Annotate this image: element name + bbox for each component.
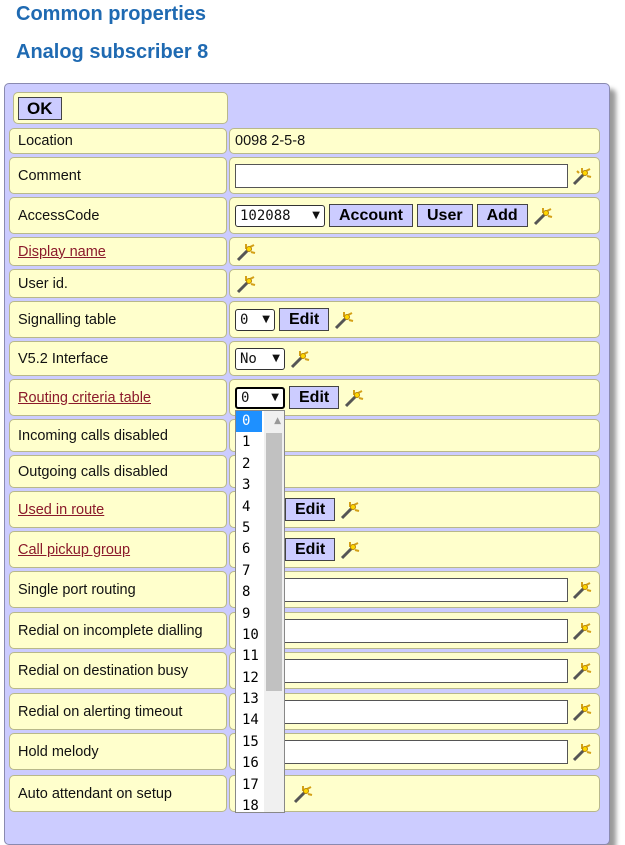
auto-attendant-label: Auto attendant on setup <box>18 785 172 802</box>
scrollbar-thumb[interactable] <box>266 433 282 691</box>
location-label: Location <box>18 133 73 149</box>
redial-incomplete-label-cell <box>9 612 227 649</box>
used-in-route-link[interactable]: Used in route <box>18 501 105 518</box>
call-pickup-label-cell <box>9 531 227 568</box>
v52-select[interactable] <box>235 348 285 370</box>
routing-label-cell <box>9 379 227 416</box>
comment-label-cell <box>9 157 227 194</box>
chevron-down-icon: ▼ <box>271 392 279 403</box>
outgoing-label: Outgoing calls disabled <box>18 463 168 480</box>
used-in-route-edit-button[interactable]: Edit <box>285 498 335 521</box>
comment-value-cell <box>229 157 600 194</box>
magic-wand-icon[interactable] <box>571 701 593 723</box>
scroll-up-icon[interactable]: ▲ <box>274 416 281 426</box>
dropdown-option[interactable]: 14 <box>242 712 259 729</box>
redial-alerting-label: Redial on alerting timeout <box>18 703 183 720</box>
chevron-down-icon: ▼ <box>262 314 270 325</box>
accesscode-value-cell <box>229 197 600 234</box>
user-id-value-cell <box>229 269 600 298</box>
call-pickup-link[interactable]: Call pickup group <box>18 541 131 558</box>
v52-selected: No <box>240 350 257 367</box>
incoming-label-cell <box>9 419 227 452</box>
comment-input[interactable] <box>235 164 568 188</box>
v52-value-cell <box>229 341 600 376</box>
single-port-label: Single port routing <box>18 581 136 598</box>
dropdown-option[interactable]: 17 <box>242 776 259 793</box>
account-button[interactable]: Account <box>329 204 413 227</box>
display-name-link[interactable]: Display name <box>18 243 106 260</box>
routing-link[interactable]: Routing criteria table <box>18 389 151 406</box>
dropdown-option[interactable]: 16 <box>242 755 259 772</box>
dropdown-option[interactable]: 10 <box>242 626 259 643</box>
magic-wand-icon[interactable] <box>235 273 257 295</box>
user-id-label: User id. <box>18 275 68 292</box>
accesscode-label-cell <box>9 197 227 234</box>
redial-busy-label-cell <box>9 652 227 689</box>
magic-wand-icon[interactable] <box>571 620 593 642</box>
magic-wand-icon[interactable] <box>292 783 314 805</box>
signalling-edit-button[interactable]: Edit <box>279 308 329 331</box>
hold-melody-label: Hold melody <box>18 743 99 760</box>
signalling-value-cell <box>229 301 600 338</box>
dropdown-option[interactable]: 3 <box>242 477 251 494</box>
magic-wand-icon[interactable] <box>343 387 365 409</box>
dropdown-option[interactable]: 18 <box>242 798 259 813</box>
dropdown-option[interactable]: 4 <box>242 498 251 515</box>
magic-wand-icon[interactable] <box>235 241 257 263</box>
magic-wand-icon[interactable] <box>571 579 593 601</box>
signalling-label: Signalling table <box>18 311 117 328</box>
dropdown-option[interactable]: 5 <box>242 519 251 536</box>
location-value-cell <box>229 128 600 154</box>
comment-label: Comment <box>18 167 81 184</box>
accesscode-label: AccessCode <box>18 207 100 224</box>
dropdown-option[interactable]: 0 <box>236 411 262 432</box>
dropdown-option[interactable]: 9 <box>242 605 251 622</box>
dropdown-option[interactable]: 15 <box>242 733 259 750</box>
incoming-label: Incoming calls disabled <box>18 427 168 444</box>
magic-wand-icon[interactable] <box>571 741 593 763</box>
routing-selected: 0 <box>241 389 250 406</box>
signalling-select[interactable] <box>235 309 275 331</box>
auto-attendant-label-cell <box>9 775 227 812</box>
dropdown-option[interactable]: 8 <box>242 584 251 601</box>
magic-wand-icon[interactable] <box>532 205 554 227</box>
accesscode-selected: 102088 <box>240 207 291 224</box>
user-id-label-cell <box>9 269 227 298</box>
display-name-label-cell <box>9 237 227 266</box>
redial-incomplete-label: Redial on incomplete dialling <box>18 622 203 639</box>
single-port-label-cell <box>9 571 227 608</box>
magic-wand-icon[interactable] <box>333 309 355 331</box>
signalling-label-cell <box>9 301 227 338</box>
dropdown-option[interactable]: 1 <box>242 434 251 451</box>
dropdown-option[interactable]: 7 <box>242 562 251 579</box>
magic-wand-icon[interactable] <box>339 539 361 561</box>
dropdown-scrollbar[interactable] <box>264 411 284 812</box>
dropdown-option[interactable]: 2 <box>242 455 251 472</box>
dropdown-option[interactable]: 13 <box>242 691 259 708</box>
dropdown-option[interactable]: 11 <box>242 648 259 665</box>
v52-label-cell <box>9 341 227 376</box>
v52-label: V5.2 Interface <box>18 350 109 367</box>
page-subtitle: Analog subscriber 8 <box>16 41 209 63</box>
add-button[interactable]: Add <box>477 204 528 227</box>
chevron-down-icon: ▼ <box>272 353 280 364</box>
magic-wand-icon[interactable] <box>339 499 361 521</box>
call-pickup-edit-button[interactable]: Edit <box>285 538 335 561</box>
dropdown-option[interactable]: 6 <box>242 541 251 558</box>
routing-edit-button[interactable]: Edit <box>289 386 339 409</box>
chevron-down-icon: ▼ <box>312 210 320 221</box>
user-button[interactable]: User <box>417 204 473 227</box>
ok-cell <box>13 92 228 124</box>
magic-wand-icon[interactable] <box>571 660 593 682</box>
redial-busy-label: Redial on destination busy <box>18 662 189 679</box>
magic-wand-icon[interactable] <box>571 165 593 187</box>
location-label-cell <box>9 128 227 154</box>
redial-alerting-label-cell <box>9 693 227 730</box>
routing-dropdown-list[interactable] <box>235 410 285 813</box>
ok-button[interactable]: OK <box>18 97 62 120</box>
routing-select[interactable] <box>235 387 285 409</box>
display-name-value-cell <box>229 237 600 266</box>
page-title: Common properties <box>16 3 207 25</box>
location-value: 0098 2-5-8 <box>235 133 306 149</box>
dropdown-option[interactable]: 12 <box>242 669 259 686</box>
accesscode-select[interactable] <box>235 205 325 227</box>
outgoing-label-cell <box>9 455 227 488</box>
signalling-selected: 0 <box>240 311 249 328</box>
magic-wand-icon[interactable] <box>289 348 311 370</box>
hold-melody-label-cell <box>9 733 227 770</box>
used-in-route-label-cell <box>9 491 227 528</box>
